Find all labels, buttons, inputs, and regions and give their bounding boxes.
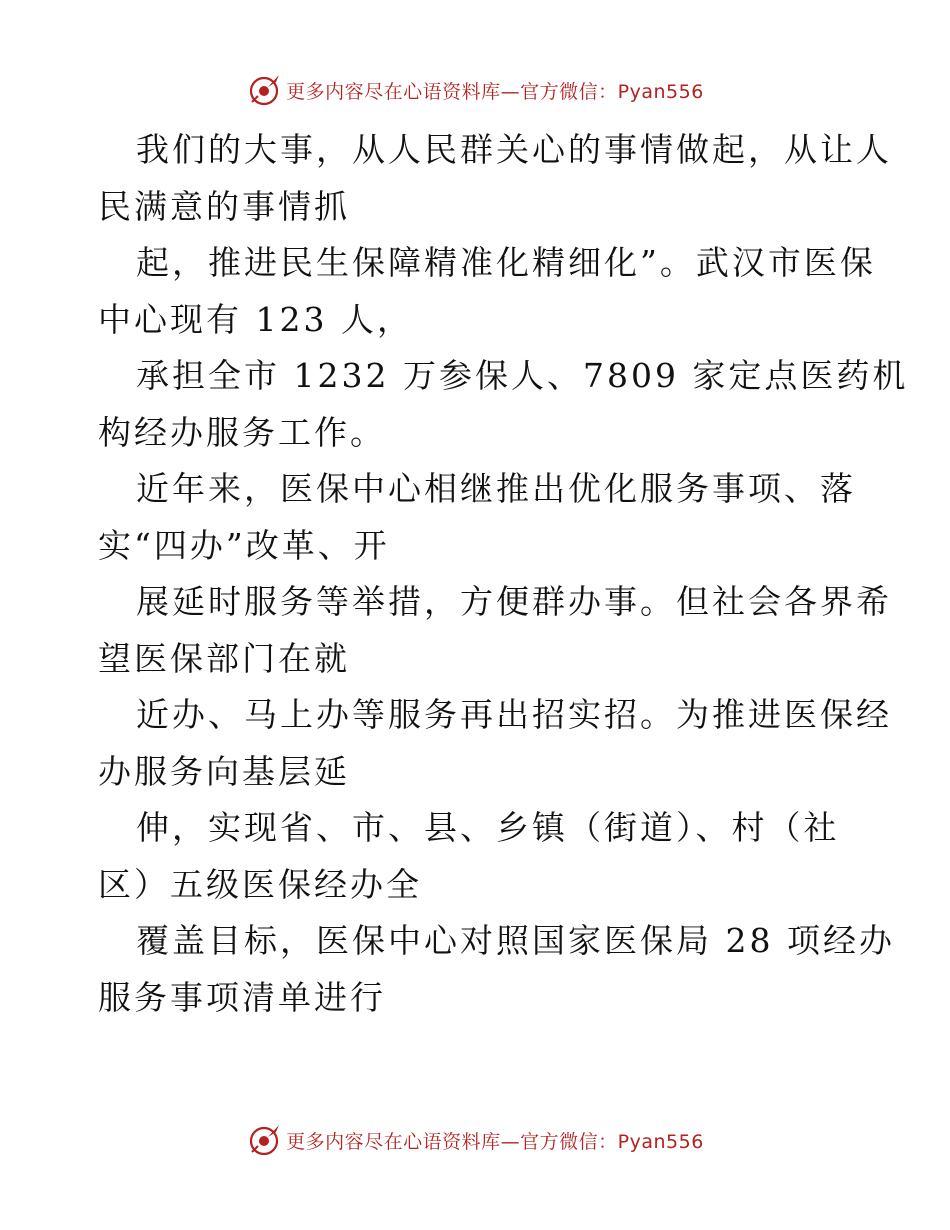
footer-banner [0,1120,950,1160]
quill-logo-icon [246,1122,282,1158]
body-line: 近办、马上办等服务再出招实招。为推进医保经 [136,695,892,734]
footer-text: 更多内容尽在心语资料库—官方微信：Pyan556 [286,1130,704,1153]
body-line: 民满意的事情抓 [98,186,350,226]
body-line: 我们的大事，从人民群关心的事情做起，从让人 [136,130,892,169]
header-text: 更多内容尽在心语资料库—官方微信：Pyan556 [286,80,704,103]
body-line: 伸，实现省、市、县、乡镇（街道）、村（社 [136,808,840,847]
body-line: 区）五级医保经办全 [98,864,422,904]
body-line: 承担全市 1232 万参保人、7809 家定点医药机 [136,356,909,395]
body-line: 构经办服务工作。 [98,412,386,452]
body-line: 实“四办”改革、开 [98,525,390,565]
quill-logo-icon [246,72,282,108]
body-line: 展延时服务等举措，方便群办事。但社会各界希 [136,582,892,621]
body-line: 起，推进民生保障精准化精细化”。武汉市医保 [136,243,876,282]
document-body [98,122,909,1026]
body-line: 望医保部门在就 [98,638,350,678]
body-line: 覆盖目标，医保中心对照国家医保局 28 项经办 [136,921,895,960]
body-line: 中心现有 123 人， [98,299,413,339]
body-line: 服务事项清单进行 [98,977,386,1017]
header-banner [0,70,950,110]
body-line: 近年来，医保中心相继推出优化服务事项、落 [136,469,856,508]
body-line: 办服务向基层延 [98,751,350,791]
